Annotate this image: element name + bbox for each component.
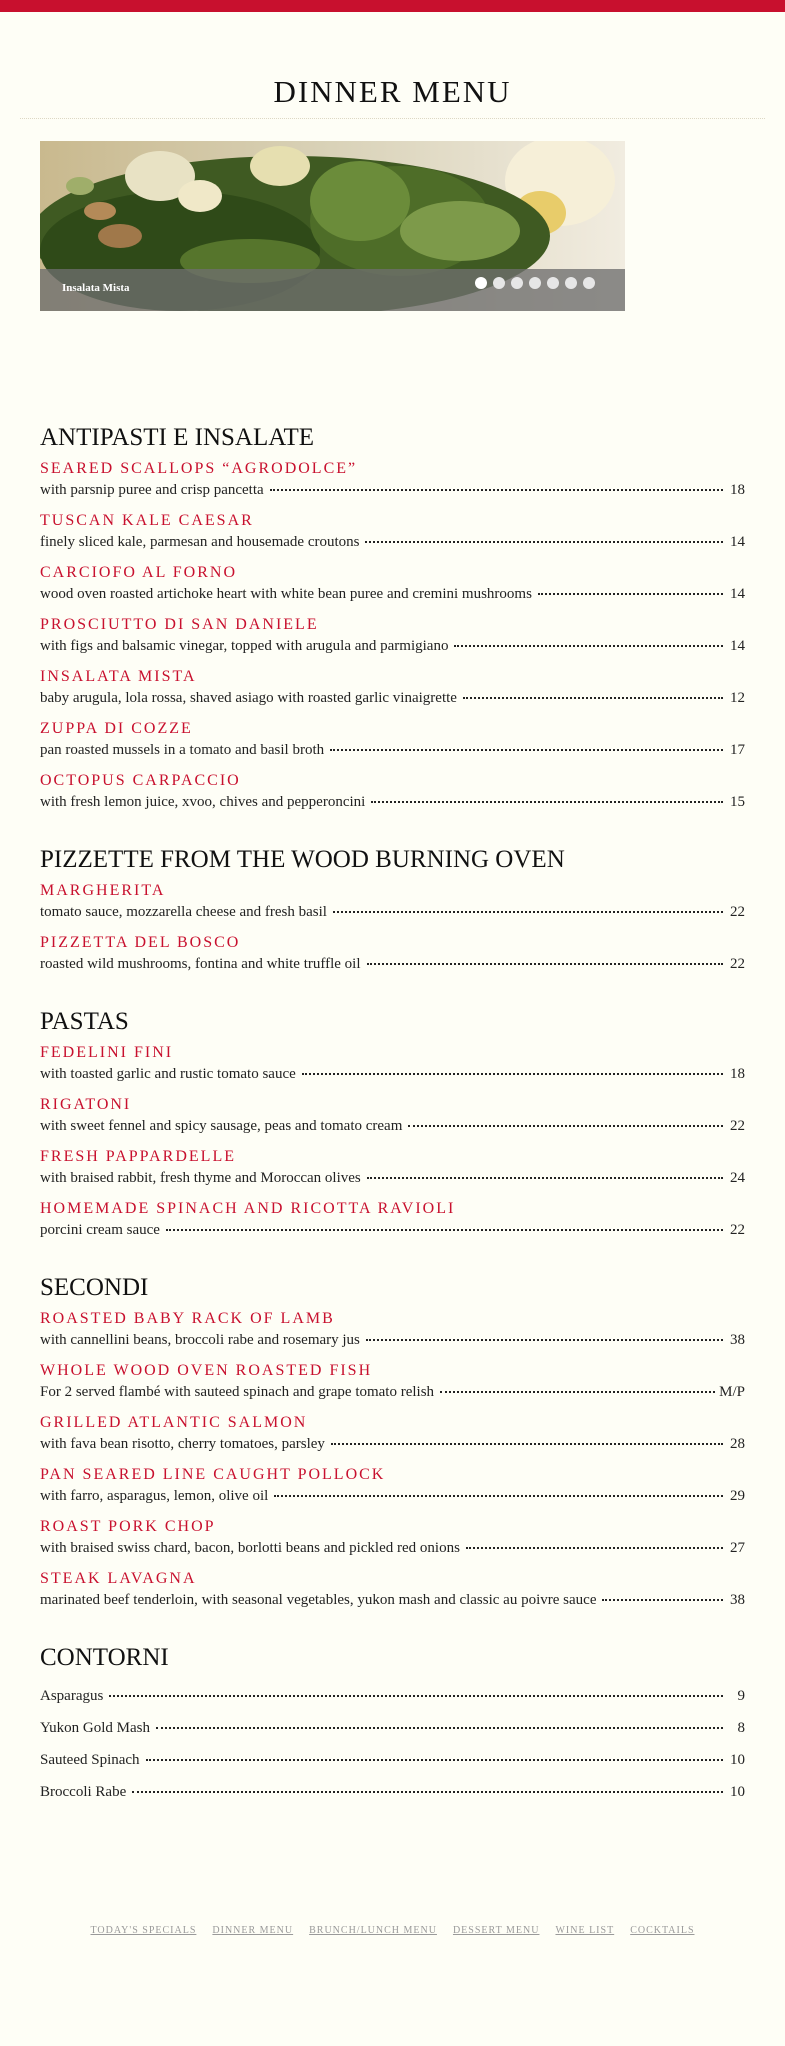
- top-accent-bar: [0, 0, 785, 12]
- menu-item: [40, 1517, 745, 1559]
- dotted-leader: [538, 593, 723, 595]
- menu-item-price: 22: [730, 1222, 745, 1238]
- menu-item-row: [40, 953, 745, 975]
- menu-item-description: with toasted garlic and rustic tomato sauce: [40, 1066, 296, 1082]
- menu-item-price: 18: [730, 1066, 745, 1082]
- slider-pagination: [469, 277, 595, 289]
- menu-item: [40, 615, 745, 657]
- menu-item-row: [40, 1537, 745, 1559]
- menu-item-name: FRESH PAPPARDELLE: [40, 1148, 236, 1165]
- menu-item: [40, 1043, 745, 1085]
- menu-item-row: [40, 1381, 745, 1403]
- slider-dot[interactable]: [511, 277, 523, 289]
- menu-item-price: 38: [730, 1592, 745, 1608]
- menu-item-row: [40, 901, 745, 923]
- menu-item-description: with fresh lemon juice, xvoo, chives and pepperoncini: [40, 794, 366, 810]
- menu-item-row: [40, 1589, 745, 1611]
- menu-item-description: with farro, asparagus, lemon, olive oil: [40, 1488, 269, 1504]
- menu-section: [40, 845, 745, 975]
- dotted-leader: [408, 1125, 723, 1127]
- slider-caption-bar: [40, 269, 625, 311]
- title-divider: [20, 118, 765, 119]
- menu-item-description: roasted wild mushrooms, fontina and white truffle oil: [40, 956, 361, 972]
- menu-item-description: finely sliced kale, parmesan and housemade croutons: [40, 534, 360, 550]
- menu-item-description: pan roasted mussels in a tomato and basil broth: [40, 742, 325, 758]
- menu-item: [40, 1309, 745, 1351]
- dotted-leader: [366, 1339, 723, 1341]
- menu-item-row: [40, 1115, 745, 1137]
- menu-item-description: porcini cream sauce: [40, 1222, 160, 1238]
- menu-item-price: 22: [730, 904, 745, 920]
- menu-item-name: PROSCIUTTO DI SAN DANIELE: [40, 616, 319, 633]
- menu-item: [40, 719, 745, 761]
- menu-item-description: baby arugula, lola rossa, shaved asiago with roasted garlic vinaigrette: [40, 690, 457, 706]
- menu-item-name: ROAST PORK CHOP: [40, 1518, 216, 1535]
- side-dish-name: Sauteed Spinach: [40, 1752, 140, 1768]
- menu-item-price: 24: [730, 1170, 745, 1186]
- menu-item-price: M/P: [719, 1384, 745, 1400]
- menu-item: [40, 1199, 745, 1241]
- page-title: DINNER MENU: [273, 74, 512, 109]
- menu-item: [40, 667, 745, 709]
- menu-item-row: [40, 583, 745, 605]
- menu-item: [40, 1569, 745, 1611]
- dotted-leader: [270, 489, 723, 491]
- menu-item-description: with parsnip puree and crisp pancetta: [40, 482, 264, 498]
- menu-item-description: with cannellini beans, broccoli rabe and rosemary jus: [40, 1332, 360, 1348]
- side-dish-name: Yukon Gold Mash: [40, 1720, 151, 1736]
- menu-item-name: GRILLED ATLANTIC SALMON: [40, 1414, 308, 1431]
- menu-item: [40, 881, 745, 923]
- dotted-leader: [367, 1177, 723, 1179]
- footer-nav-link[interactable]: COCKTAILS: [630, 1925, 695, 1936]
- menu-item-price: 18: [730, 482, 745, 498]
- menu-item: [40, 563, 745, 605]
- dotted-leader: [365, 541, 723, 543]
- menu-item-row: [40, 739, 745, 761]
- menu-item-row: [40, 1329, 745, 1351]
- side-dish-price: 9: [737, 1688, 745, 1704]
- menu-section: [40, 1007, 745, 1241]
- menu-item-price: 17: [730, 742, 745, 758]
- menu-item: [40, 1361, 745, 1403]
- menu-item-row: [40, 635, 745, 657]
- menu-item-name: TUSCAN KALE CAESAR: [40, 512, 254, 529]
- menu-item-name: FEDELINI FINI: [40, 1044, 174, 1061]
- menu-item-price: 14: [730, 638, 745, 654]
- dotted-leader: [333, 911, 723, 913]
- footer-nav-link[interactable]: WINE LIST: [555, 1925, 615, 1936]
- side-dish-name: Broccoli Rabe: [40, 1784, 127, 1800]
- menu-content: [40, 423, 745, 1835]
- menu-item-row: [40, 1063, 745, 1085]
- menu-item-price: 28: [730, 1436, 745, 1452]
- dotted-leader: [440, 1391, 715, 1393]
- side-dish-price: 10: [730, 1784, 745, 1800]
- menu-item-name: PIZZETTA DEL BOSCO: [40, 934, 241, 951]
- menu-item-price: 12: [730, 690, 745, 706]
- menu-item-price: 38: [730, 1332, 745, 1348]
- side-dish-price: 8: [737, 1720, 745, 1736]
- slider-dot[interactable]: [565, 277, 577, 289]
- side-dish-row: [40, 1749, 745, 1771]
- dotted-leader: [109, 1695, 723, 1697]
- slider-dot[interactable]: [493, 277, 505, 289]
- menu-item-row: [40, 479, 745, 501]
- menu-item: [40, 511, 745, 553]
- dotted-leader: [371, 801, 723, 803]
- menu-item-name: STEAK LAVAGNA: [40, 1570, 197, 1587]
- menu-item-name: PAN SEARED LINE CAUGHT POLLOCK: [40, 1466, 386, 1483]
- footer-nav: [0, 1925, 785, 1936]
- menu-item-description: wood oven roasted artichoke heart with white bean puree and cremini mushrooms: [40, 586, 532, 602]
- menu-section: [40, 1273, 745, 1611]
- menu-item-description: tomato sauce, mozzarella cheese and fresh basil: [40, 904, 327, 920]
- slider-dot[interactable]: [547, 277, 559, 289]
- dotted-leader: [302, 1073, 723, 1075]
- menu-item: [40, 459, 745, 501]
- menu-item-name: RIGATONI: [40, 1096, 132, 1113]
- menu-section: [40, 423, 745, 813]
- dotted-leader: [466, 1547, 723, 1549]
- side-dish-price: 10: [730, 1752, 745, 1768]
- dotted-leader: [330, 749, 723, 751]
- menu-item-name: ZUPPA DI COZZE: [40, 720, 193, 737]
- menu-item-price: 22: [730, 1118, 745, 1134]
- menu-item-price: 22: [730, 956, 745, 972]
- menu-item-price: 15: [730, 794, 745, 810]
- menu-item-description: with figs and balsamic vinegar, topped with arugula and parmigiano: [40, 638, 449, 654]
- dotted-leader: [367, 963, 723, 965]
- menu-item-description: with braised rabbit, fresh thyme and Moroccan olives: [40, 1170, 361, 1186]
- menu-item: [40, 1147, 745, 1189]
- menu-item-name: WHOLE WOOD OVEN ROASTED FISH: [40, 1362, 373, 1379]
- footer-nav-link[interactable]: TODAY'S SPECIALS: [90, 1925, 197, 1936]
- slider-dot[interactable]: [583, 277, 595, 289]
- side-dish-row: [40, 1717, 745, 1739]
- image-slider[interactable]: [40, 141, 625, 311]
- slider-dot[interactable]: [475, 277, 487, 289]
- dotted-leader: [463, 697, 723, 699]
- footer-nav-link[interactable]: BRUNCH/LUNCH MENU: [309, 1925, 437, 1936]
- menu-item-row: [40, 791, 745, 813]
- section-title: SECONDI: [40, 1274, 149, 1301]
- menu-item-name: HOMEMADE SPINACH AND RICOTTA RAVIOLI: [40, 1200, 456, 1217]
- menu-item-name: ROASTED BABY RACK OF LAMB: [40, 1310, 335, 1327]
- menu-item-price: 29: [730, 1488, 745, 1504]
- menu-item: [40, 1095, 745, 1137]
- menu-item-price: 14: [730, 586, 745, 602]
- footer-nav-link[interactable]: DINNER MENU: [212, 1925, 294, 1936]
- dotted-leader: [166, 1229, 723, 1231]
- menu-item-name: SEARED SCALLOPS “AGRODOLCE”: [40, 460, 358, 477]
- menu-item-row: [40, 1167, 745, 1189]
- section-title: ANTIPASTI E INSALATE: [40, 424, 315, 451]
- menu-item: [40, 1413, 745, 1455]
- menu-item-name: OCTOPUS CARPACCIO: [40, 772, 241, 789]
- menu-item: [40, 933, 745, 975]
- dotted-leader: [274, 1495, 723, 1497]
- side-dish-row: [40, 1685, 745, 1707]
- menu-item-name: INSALATA MISTA: [40, 668, 197, 685]
- menu-item-description: For 2 served flambé with sauteed spinach and grape tomato relish: [40, 1384, 435, 1400]
- menu-item-description: with fava bean risotto, cherry tomatoes, parsley: [40, 1436, 325, 1452]
- dotted-leader: [132, 1791, 723, 1793]
- menu-item-row: [40, 531, 745, 553]
- slider-dot[interactable]: [529, 277, 541, 289]
- menu-item-description: with braised swiss chard, bacon, borlotti beans and pickled red onions: [40, 1540, 460, 1556]
- dotted-leader: [146, 1759, 723, 1761]
- menu-item-name: CARCIOFO AL FORNO: [40, 564, 237, 581]
- footer-nav-link[interactable]: DESSERT MENU: [452, 1925, 540, 1936]
- dotted-leader: [156, 1727, 723, 1729]
- menu-item: [40, 1465, 745, 1507]
- menu-item-row: [40, 1433, 745, 1455]
- menu-item-description: with sweet fennel and spicy sausage, peas and tomato cream: [40, 1118, 403, 1134]
- menu-item-row: [40, 687, 745, 709]
- menu-item-name: MARGHERITA: [40, 882, 166, 899]
- menu-item-price: 27: [730, 1540, 745, 1556]
- menu-item-price: 14: [730, 534, 745, 550]
- menu-item: [40, 771, 745, 813]
- side-dish-name: Asparagus: [40, 1688, 104, 1704]
- section-title: PIZZETTE FROM THE WOOD BURNING OVEN: [40, 846, 565, 873]
- side-dish-row: [40, 1781, 745, 1803]
- dotted-leader: [331, 1443, 723, 1445]
- menu-item-row: [40, 1485, 745, 1507]
- dotted-leader: [454, 645, 723, 647]
- menu-item-row: [40, 1219, 745, 1241]
- section-title: CONTORNI: [40, 1644, 169, 1671]
- dotted-leader: [602, 1599, 723, 1601]
- slider-caption: Insalata Mista: [62, 282, 130, 294]
- section-title: PASTAS: [40, 1008, 129, 1035]
- menu-section-contorni: [40, 1643, 745, 1803]
- menu-item-description: marinated beef tenderloin, with seasonal vegetables, yukon mash and classic au poivre sauce: [40, 1592, 597, 1608]
